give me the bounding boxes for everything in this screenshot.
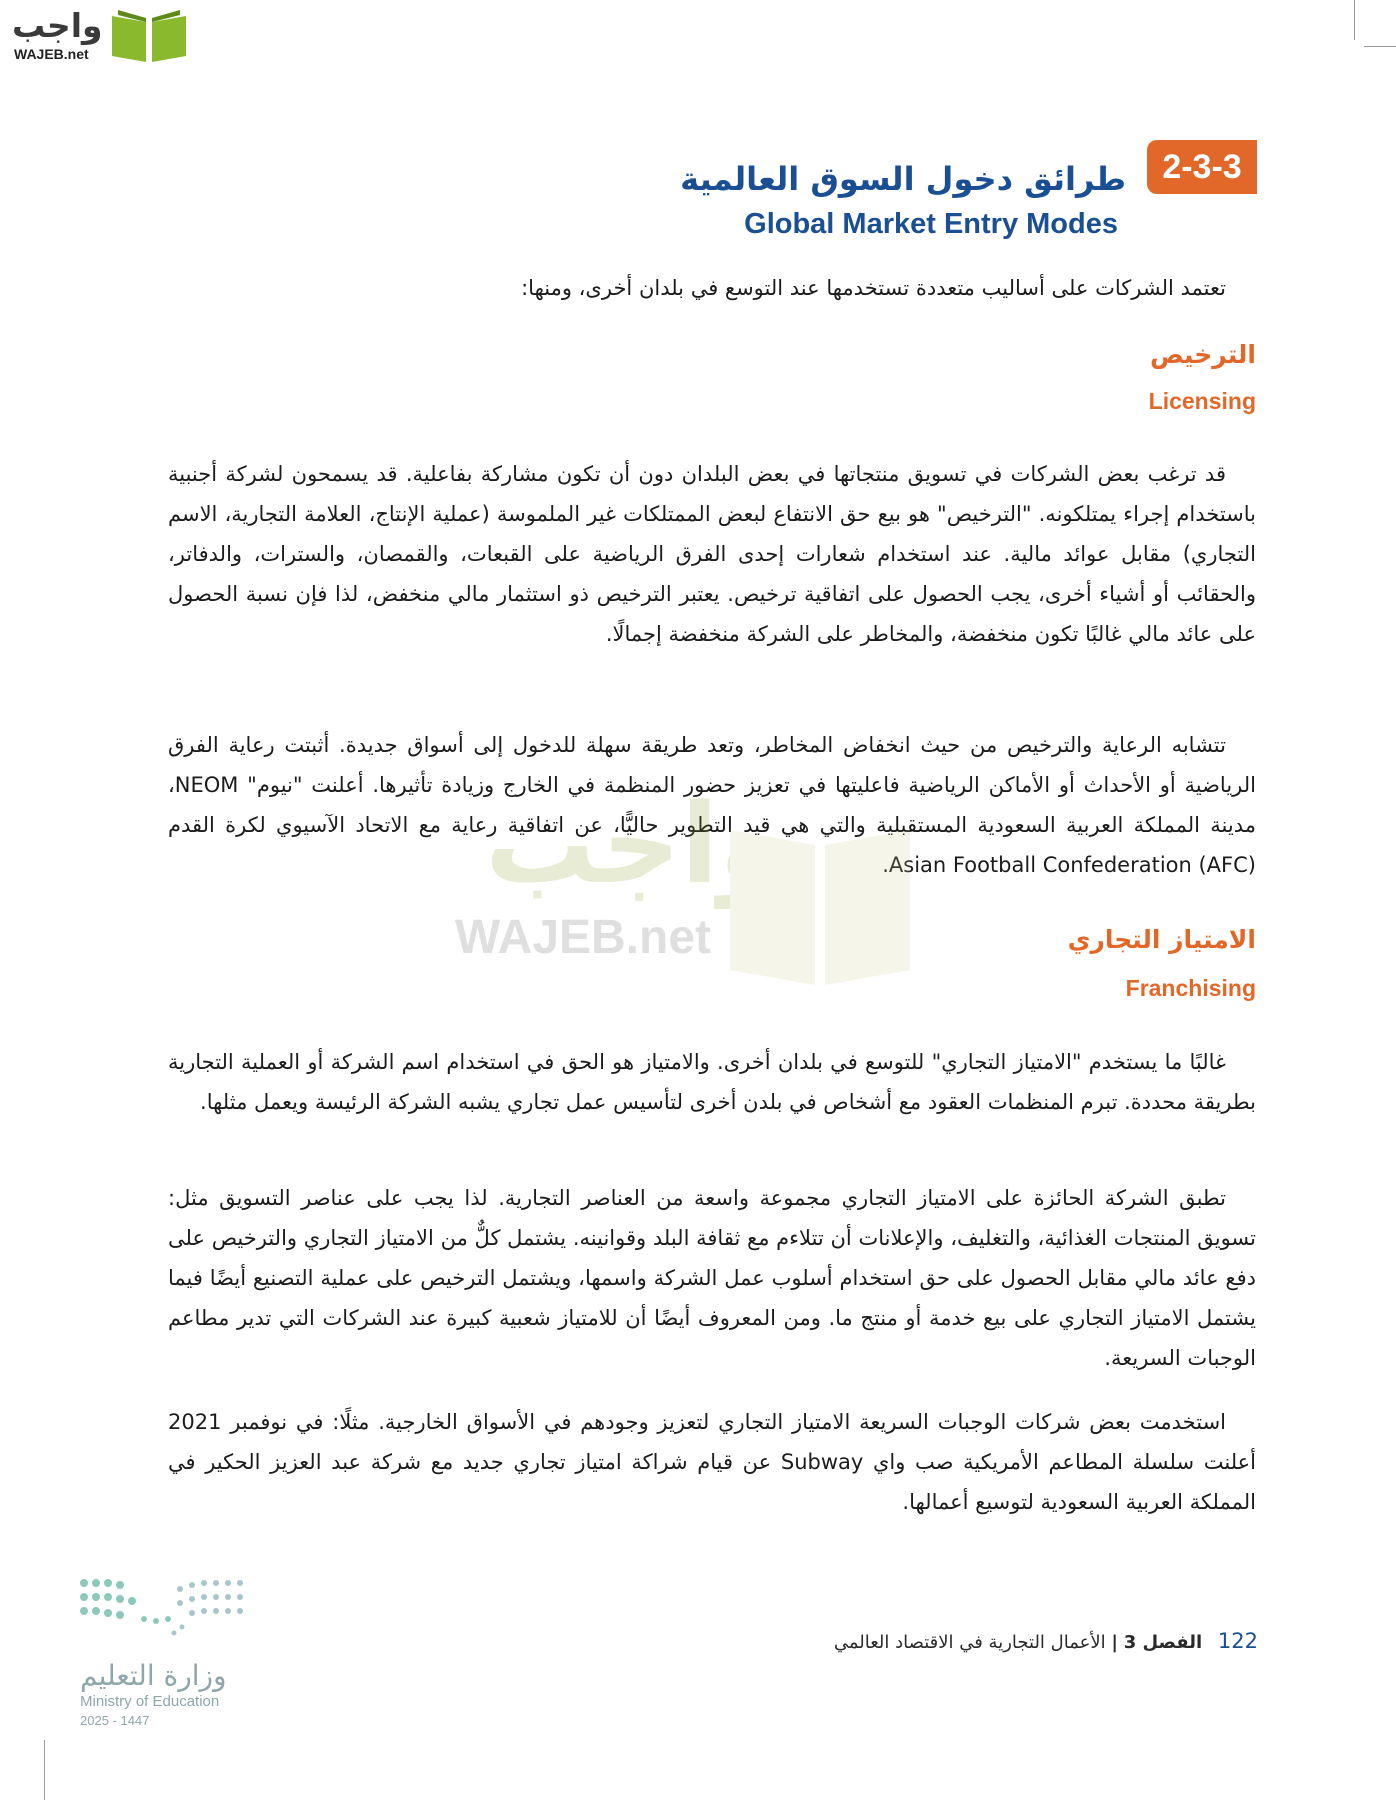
licensing-paragraph-2: تتشابه الرعاية والترخيص من حيث انخفاض المخاطر، وتعد طريقة سهلة للدخول إلى أسواق جديدة. أثبتت رعاية الفرق الرياضية أو الأحداث أو الأماكن الرياضية فاعليتها في تعزيز حضور المنظمة في الخارج وزيادة تأثيرها. أعلنت "نيوم" NEOM، مدينة المملكة العربية السعودية المستقبلية والتي هي قيد التطوير حاليًّا، عن اتفاقية رعاية مع الاتحاد الآسيوي لكرة القدم (Asian Football Confederation (AFC. xyxy=(168,733,1256,877)
franchising-paragraph-2: تطبق الشركة الحائزة على الامتياز التجاري مجموعة واسعة من العناصر التجارية. لذا يجب على عناصر التسويق مثل: تسويق المنتجات الغذائية، والتغليف، والإعلانات أن تتلاءم مع ثقافة البلد وقوانينه. يشتمل كلٌّ من الامتياز التجاري والترخيص على دفع عائد مالي مقابل الحصول على حق استخدام أسلوب عمل الشركة واسمها، ويشتمل الترخيص على عملية التصنيع أيضًا فيما يشتمل الامتياز التجاري على بيع خدمة أو منتج ما. ومن المعروف أيضًا أن للامتياز شعبية كبيرة عند الشركات التي تدير مطاعم الوجبات السريعة. xyxy=(168,1186,1256,1370)
crop-mark xyxy=(44,1740,45,1800)
ministry-name-arabic: وزارة التعليم xyxy=(80,1659,227,1692)
ministry-dots-icon xyxy=(78,1575,248,1639)
page-number: 122 xyxy=(1217,1629,1258,1653)
watermark-arabic: واجب xyxy=(485,780,787,908)
chapter-title: الأعمال التجارية في الاقتصاد العالمي xyxy=(833,1632,1106,1653)
licensing-heading-english: Licensing xyxy=(1148,388,1256,414)
section-title-english: Global Market Entry Modes xyxy=(744,208,1118,240)
logo-arabic-text: واجب xyxy=(12,6,103,45)
ministry-year: 2025 - 1447 xyxy=(80,1713,150,1728)
crop-mark xyxy=(1354,0,1355,40)
franchising-heading-arabic: الامتياز التجاري xyxy=(1067,925,1256,954)
page-footer xyxy=(834,1629,1258,1653)
ministry-of-education-logo xyxy=(78,1575,268,1735)
footer-separator: | xyxy=(1111,1632,1118,1653)
crop-mark xyxy=(1364,46,1396,47)
licensing-heading-arabic: الترخيص xyxy=(1149,340,1256,369)
chapter-label: الفصل 3 xyxy=(1123,1632,1203,1653)
book-icon xyxy=(108,6,190,64)
section-title-arabic: طرائق دخول السوق العالمية xyxy=(680,160,1126,198)
section-intro: تعتمد الشركات على أساليب متعددة تستخدمها عند التوسع في بلدان أخرى، ومنها: xyxy=(521,276,1226,300)
franchising-paragraph-3: استخدمت بعض شركات الوجبات السريعة الامتياز التجاري لتعزيز وجودهم في الأسواق الخارجية. مثلًا: في نوفمبر 2021 أعلنت سلسلة المطاعم الأمريكية صب واي Subway عن قيام شراكة امتياز تجاري جديد مع شركة عبد العزيز الحكير في المملكة العربية السعودية لتوسيع أعمالها. xyxy=(168,1410,1257,1514)
ministry-name-english: Ministry of Education xyxy=(80,1693,220,1710)
franchising-heading-english: Franchising xyxy=(1125,975,1256,1001)
licensing-paragraph-1: قد ترغب بعض الشركات في تسويق منتجاتها في بعض البلدان دون أن تكون مشاركة بفاعلية. قد يسمحون لشركة أجنبية باستخدام إجراء يمتلكونه. "الترخيص" هو بيع حق الانتفاع لبعض الممتلكات غير الملموسة (عملية الإنتاج، العلامة التجارية، الاسم التجاري) مقابل عوائد مالية. عند استخدام شعارات إحدى الفرق الرياضية على القبعات، والقمصان، والسترات، والدفاتر، والحقائب أو أشياء أخرى، يجب الحصول على اتفاقية ترخيص. يعتبر الترخيص ذو استثمار مالي منخفض، لذا فإن نسبة الحصول على عائد مالي غالبًا تكون منخفضة، والمخاطر على الشركة منخفضة إجمالًا. xyxy=(168,462,1256,646)
franchising-paragraph-1: غالبًا ما يستخدم "الامتياز التجاري" للتوسع في بلدان أخرى. والامتياز هو الحق في استخدام اسم الشركة أو العملية التجارية بطريقة محددة. تبرم المنظمات العقود مع أشخاص في بلدن أخرى لتأسيس عمل تجاري يشبه الشركة الرئيسة ويعمل مثلها. xyxy=(168,1050,1256,1114)
section-number-badge: 2-3-3 xyxy=(1147,140,1257,194)
logo-english-text: WAJEB.net xyxy=(14,46,89,62)
watermark-english: WAJEB.net xyxy=(455,911,712,964)
wajeb-logo[interactable] xyxy=(8,6,193,66)
